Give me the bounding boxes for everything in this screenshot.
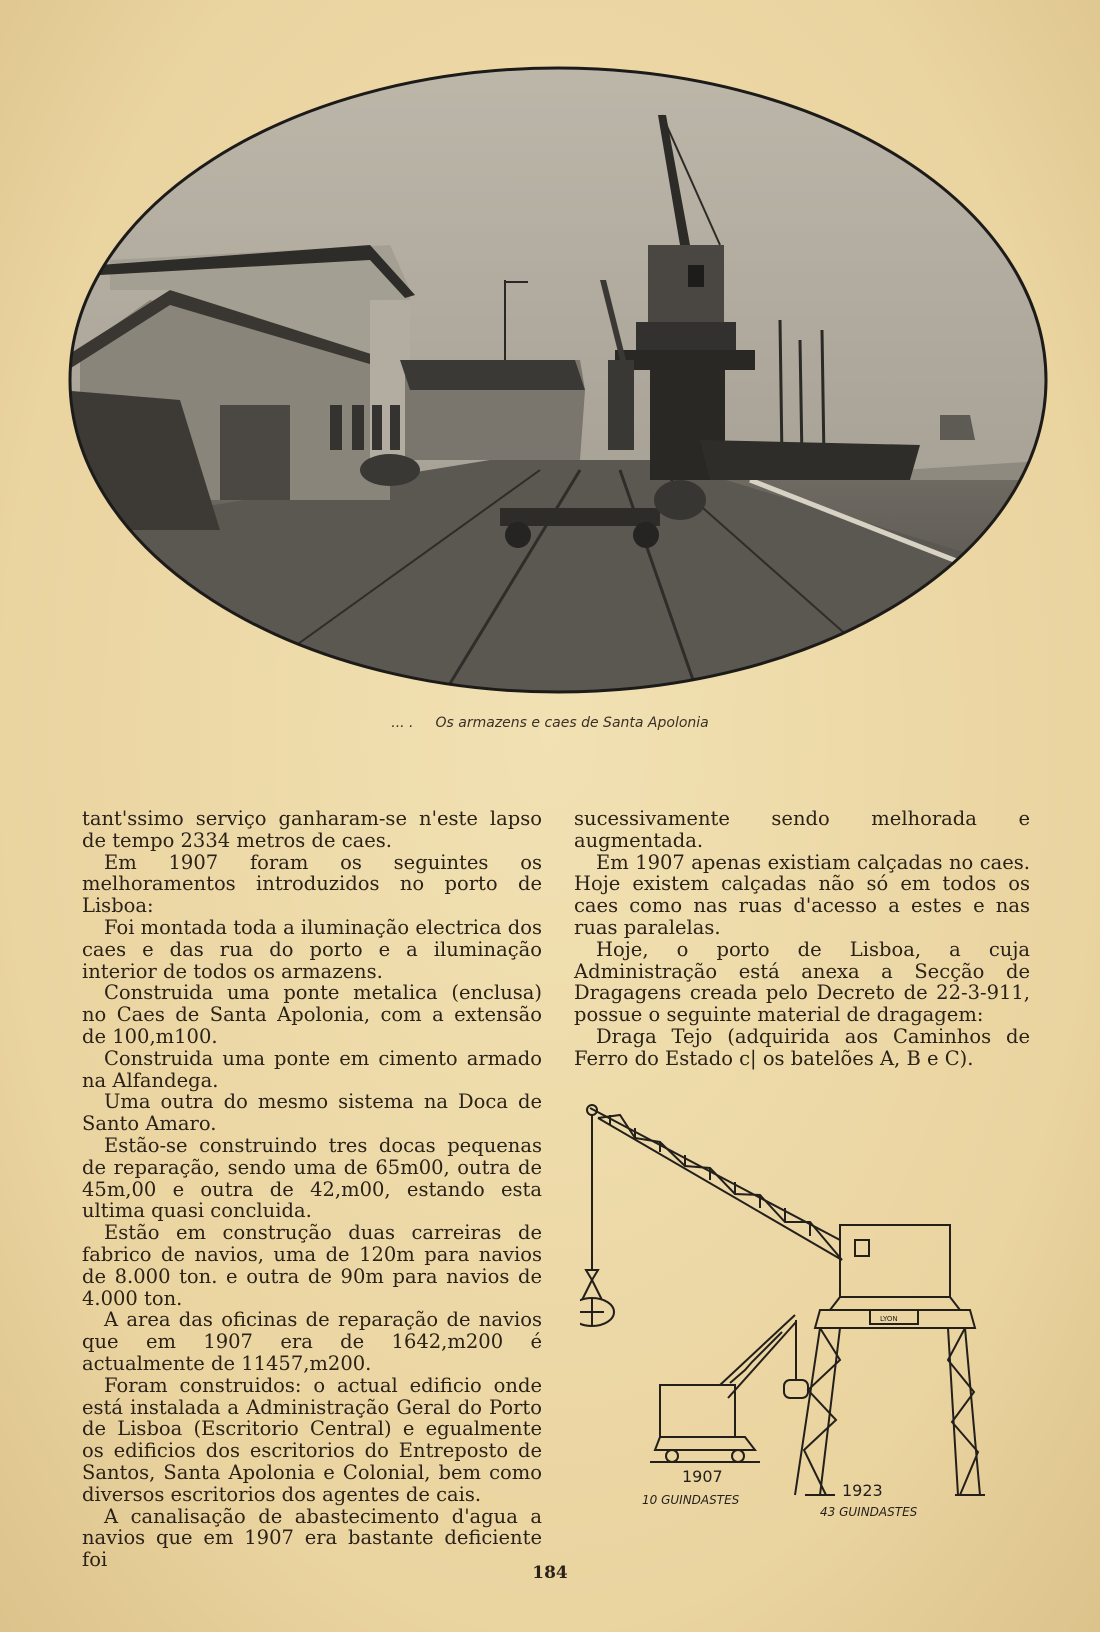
left-column xyxy=(82,808,542,1571)
paragraph: A canalisação de abastecimento d'agua a navios que em 1907 era bastante deficiente foi xyxy=(82,1504,542,1572)
paragraph: Foram construidos: o actual edificio onde está instalada a Administração Geral do Porto de Lisboa (Escritorio Central) e egualmente os edificios dos escritorios do Entreposto de Santos, Santa Apolonia e Colonial, bem como diversos escritorios dos agentes de cais. xyxy=(82,1373,542,1506)
paragraph: sucessivamente sendo melhorada e augmentada. xyxy=(574,807,1030,852)
caption-43-cranes: 43 GUINDASTES xyxy=(820,1505,918,1519)
crane-illustration xyxy=(580,1100,1020,1520)
caption-10-cranes: 10 GUINDASTES xyxy=(642,1493,740,1507)
paragraph: Em 1907 apenas existiam calçadas no caes. Hoje existem calçadas não só em todos os caes como nas ruas d'acesso a estes e nas ruas paralelas. xyxy=(574,850,1030,939)
paragraph: Estão em construção duas carreiras de fabrico de navios, uma de 120m para navios de 8.000 ton. e outra de 90m para navios de 4.000 ton. xyxy=(82,1221,542,1310)
paragraph: A area das oficinas de reparação de navios que em 1907 era de 1642,m200 é actualmente de 11457,m200. xyxy=(82,1308,542,1375)
caption-text: Os armazens e caes de Santa Apolonia xyxy=(435,715,709,731)
caption-dots: ... . xyxy=(391,715,414,731)
paragraph: Em 1907 foram os seguintes os melhoramentos introduzidos no porto de Lisboa: xyxy=(82,850,542,918)
right-column xyxy=(574,808,1030,1070)
plate-label: LYON xyxy=(880,1315,898,1323)
paragraph: Estão-se construindo tres docas pequenas de reparação, sendo uma de 65m00, outra de 45m,00 e outra de 42,m00, estando esta ultima quasi concluida. xyxy=(82,1133,542,1223)
page-number: 184 xyxy=(532,1563,568,1583)
photo-caption xyxy=(0,715,1100,731)
paragraph: Foi montada toda a iluminação electrica dos caes e das rua do porto e a iluminação interior de todos os armazens. xyxy=(82,915,542,983)
paragraph: Uma outra do mesmo sistema na Doca de Santo Amaro. xyxy=(82,1090,542,1136)
harbor-photo xyxy=(60,60,1056,700)
year-1907: 1907 xyxy=(682,1467,723,1486)
paragraph: Draga Tejo (adquirida aos Caminhos de Ferro do Estado c| os batelões A, B e C). xyxy=(574,1024,1030,1070)
paragraph: Construida uma ponte em cimento armado na Alfandega. xyxy=(82,1046,542,1092)
paragraph: tant'ssimo serviço ganharam-se n'este lapso de tempo 2334 metros de caes. xyxy=(82,807,542,852)
paragraph: Construida uma ponte metalica (enclusa) no Caes de Santa Apolonia, com a extensão de 100,m100. xyxy=(82,981,542,1048)
paragraph: Hoje, o porto de Lisboa, a cuja Administração está anexa a Secção de Dragagens creada pelo Decreto de 22-3-911, possue o seguinte material de dragagem: xyxy=(574,937,1030,1027)
year-1923: 1923 xyxy=(842,1481,883,1500)
